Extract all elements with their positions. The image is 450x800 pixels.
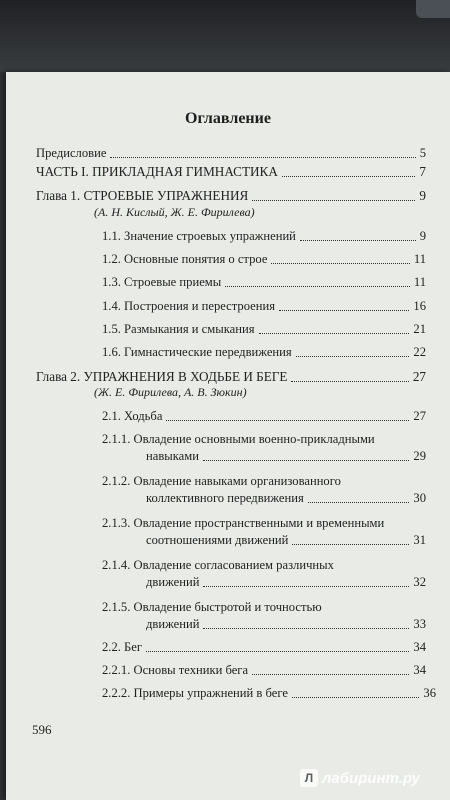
leader-dots <box>291 381 408 382</box>
page-title: Оглавление <box>185 110 271 127</box>
toc-page: 36 <box>423 686 436 700</box>
toc-label-first-line: 2.1.1. Овладение основными военно-прикладными <box>102 432 375 446</box>
chapter-authors: (А. Н. Кислый, Ж. Е. Фирилева) <box>94 205 255 219</box>
toc-label: 1.2. Основные понятия о строе <box>102 252 268 266</box>
toc-entry <box>102 229 426 244</box>
leader-dots <box>282 176 416 177</box>
leader-dots <box>308 502 410 503</box>
toc-entry <box>146 575 426 590</box>
toc-entry <box>36 146 426 161</box>
toc-label-first-line: 2.1.3. Овладение пространственными и временными <box>102 516 385 530</box>
toc-entry <box>36 164 426 180</box>
toc-entry <box>102 322 426 337</box>
toc-entry <box>102 686 436 701</box>
toc-page: 30 <box>413 491 426 505</box>
toc-label: 1.5. Размыкания и смыкания <box>102 322 255 336</box>
leader-dots <box>166 420 409 421</box>
toc-label: ЧАСТЬ I. ПРИКЛАДНАЯ ГИМНАСТИКА <box>36 164 278 179</box>
toc-page: 33 <box>413 617 426 631</box>
toc-label: 1.1. Значение строевых упражнений <box>102 229 296 243</box>
toc-entry <box>146 617 426 632</box>
toc-label: Глава 2. УПРАЖНЕНИЯ В ХОДЬБЕ И БЕГЕ <box>36 369 288 384</box>
leader-dots <box>203 628 409 629</box>
watermark-logo <box>300 766 440 790</box>
toc-label: навыками <box>146 449 199 463</box>
toc-page: 9 <box>419 229 426 243</box>
toc-entry <box>146 533 426 548</box>
toc-entry <box>102 275 426 290</box>
toc-label: Предисловие <box>36 146 107 160</box>
toc-page: 11 <box>413 252 426 266</box>
toc-label: 2.2.1. Основы техники бега <box>102 663 249 677</box>
toc-page: 21 <box>413 322 426 336</box>
toc-entry <box>102 663 426 678</box>
toc-page: 32 <box>413 575 426 589</box>
toc-page: 29 <box>413 449 426 463</box>
leader-dots <box>203 460 409 461</box>
toc-page: 31 <box>413 533 426 547</box>
book-page <box>6 72 450 800</box>
chapter-authors: (Ж. Е. Фирилева, А. В. Зюкин) <box>94 385 247 399</box>
toc-label: Глава 1. СТРОЕВЫЕ УПРАЖНЕНИЯ <box>36 188 249 203</box>
leader-dots <box>292 544 409 545</box>
toc-label: 1.6. Гимнастические передвижения <box>102 345 292 359</box>
toc-label-first-line: 2.1.4. Овладение согласованием различных <box>102 558 334 572</box>
toc-page: 27 <box>412 369 426 384</box>
toc-label: 2.1. Ходьба <box>102 409 163 423</box>
toc-page: 34 <box>413 663 426 677</box>
toc-entry <box>102 299 426 314</box>
toc-label-first-line: 2.1.5. Овладение быстротой и точностью <box>102 600 322 614</box>
toc-entry <box>102 409 426 424</box>
dark-background <box>0 0 450 72</box>
toc-page: 11 <box>413 275 426 289</box>
toc-label: 2.2. Бег <box>102 640 143 654</box>
toc-label: 1.3. Строевые приемы <box>102 275 222 289</box>
labirint-logo-icon: Л <box>300 769 318 787</box>
leader-dots <box>252 200 415 201</box>
toc-label: соотношениями движений <box>146 533 289 547</box>
toc-page: 7 <box>419 164 426 179</box>
toc-label: движений <box>146 575 200 589</box>
leader-dots <box>300 240 416 241</box>
toc-entry <box>102 345 426 360</box>
background-object <box>416 0 450 18</box>
toc-label: 1.4. Построения и перестроения <box>102 299 276 313</box>
toc-entry <box>36 188 426 204</box>
toc-page: 34 <box>413 640 426 654</box>
toc-page: 27 <box>413 409 426 423</box>
toc-entry <box>146 491 426 506</box>
toc-entry <box>102 252 426 267</box>
toc-page: 16 <box>413 299 426 313</box>
leader-dots <box>259 333 410 334</box>
watermark-text: лабиринт.ру <box>322 769 420 787</box>
toc-label-first-line: 2.1.2. Овладение навыками организованного <box>102 474 341 488</box>
toc-entry <box>146 449 426 464</box>
toc-page: 5 <box>419 146 426 160</box>
leader-dots <box>110 157 415 158</box>
leader-dots <box>292 697 419 698</box>
leader-dots <box>146 651 409 652</box>
page-number: 596 <box>32 722 52 737</box>
leader-dots <box>279 310 409 311</box>
toc-entry <box>36 369 426 385</box>
leader-dots <box>225 286 410 287</box>
toc-page: 9 <box>419 188 426 203</box>
toc-entry <box>102 640 426 655</box>
toc-label: движений <box>146 617 200 631</box>
leader-dots <box>203 586 409 587</box>
toc-label: коллективного передвижения <box>146 491 304 505</box>
toc-label: 2.2.2. Примеры упражнений в беге <box>102 686 288 700</box>
leader-dots <box>271 263 409 264</box>
toc-page: 22 <box>413 345 426 359</box>
leader-dots <box>296 356 410 357</box>
leader-dots <box>252 674 409 675</box>
